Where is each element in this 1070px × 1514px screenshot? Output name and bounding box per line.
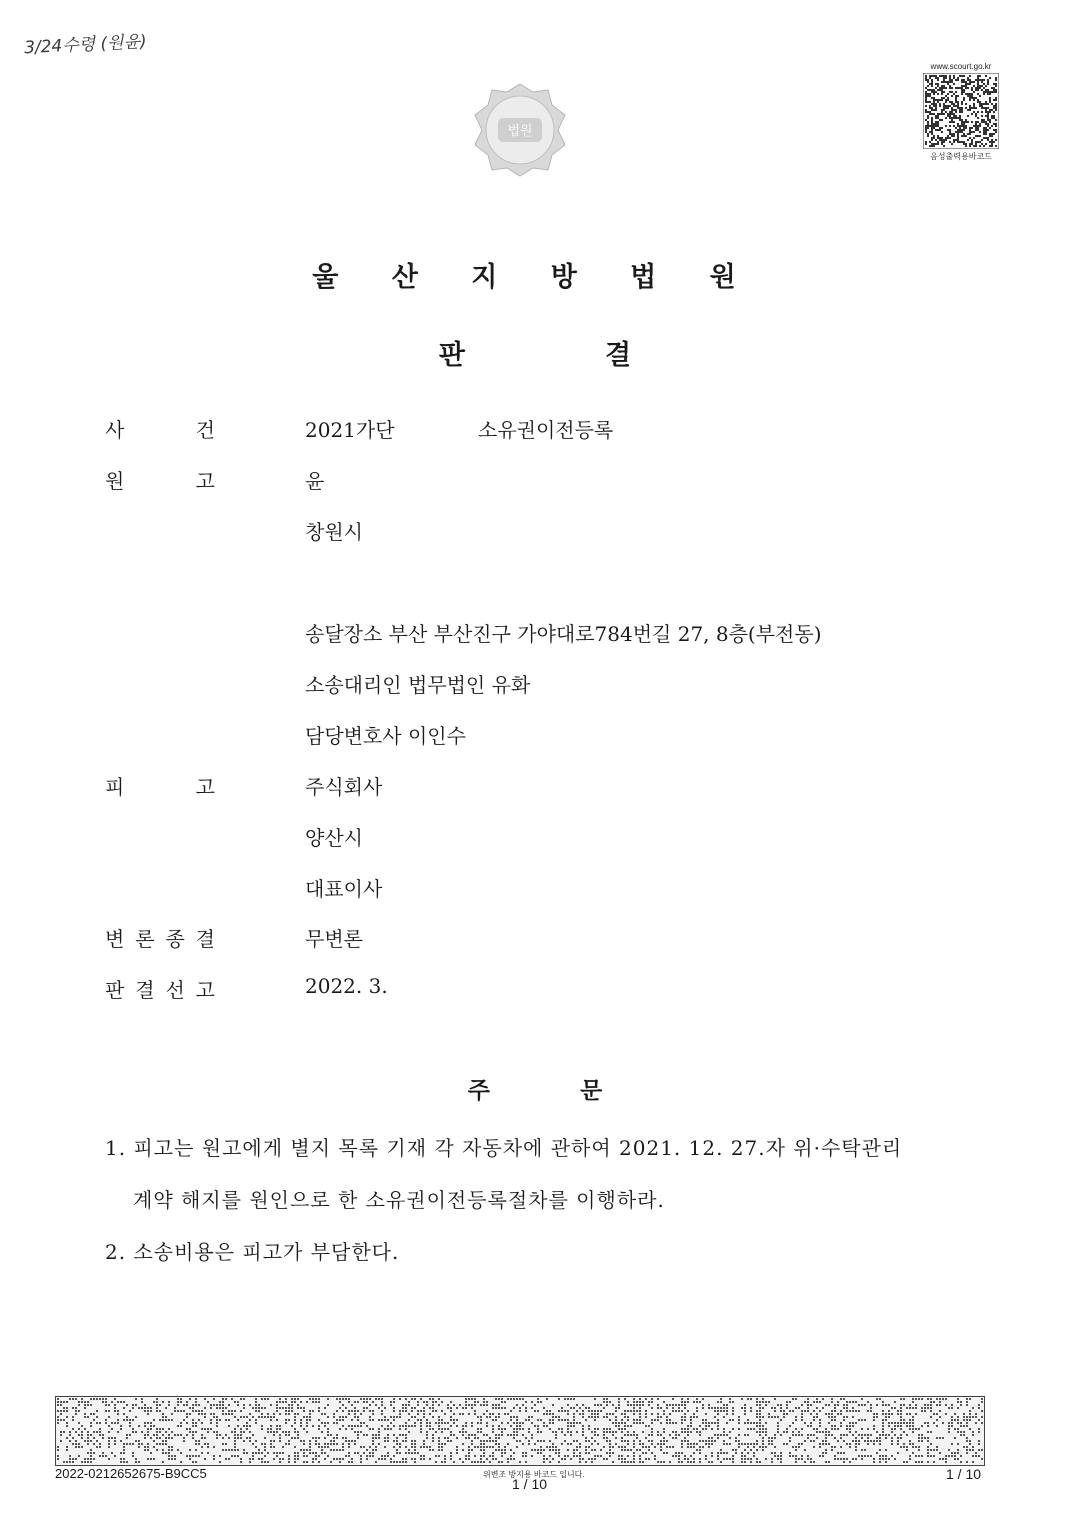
document-id: 2022-0212652675-B9CC5 bbox=[55, 1466, 207, 1481]
qr-code-block bbox=[918, 62, 1004, 162]
document-title-char: 판 bbox=[438, 340, 465, 371]
defendant-name: 주식회사 bbox=[305, 775, 383, 799]
court-seal-logo bbox=[470, 80, 570, 180]
order-section-title: 주 문 bbox=[467, 1077, 603, 1104]
case-label: 사 건 bbox=[105, 418, 215, 442]
handwritten-received-note: 3/24수령 (원윤) bbox=[23, 31, 148, 59]
judgment-date-value: 2022. 3. bbox=[305, 974, 388, 998]
delivery-address: 송달장소 부산 부산진구 가야대로784번길 27, 8층(부전동) bbox=[305, 622, 822, 646]
defendant-address: 양산시 bbox=[305, 826, 363, 850]
court-name: 울 산 지 방 법 원 bbox=[312, 262, 758, 293]
seal-text: 법원 bbox=[507, 124, 533, 139]
case-number: 2021가단 bbox=[305, 418, 395, 442]
order-item-1-continued: 계약 해지를 원인으로 한 소유권이전등록절차를 이행하라. bbox=[133, 1188, 665, 1212]
qr-caption: 음성출력용바코드 bbox=[930, 152, 992, 161]
document-title bbox=[0, 333, 1070, 372]
order-item-2: 2. 소송비용은 피고가 부담한다. bbox=[105, 1240, 400, 1264]
page-number-right: 1 / 10 bbox=[946, 1466, 982, 1482]
anti-forgery-barcode bbox=[55, 1396, 985, 1466]
judgment-date-label: 판 결 선 고 bbox=[105, 978, 215, 1002]
legal-agent: 소송대리인 법무법인 유화 bbox=[305, 673, 531, 697]
page-number-center: 1 / 10 bbox=[512, 1476, 548, 1492]
order-item-1: 1. 피고는 원고에게 별지 목록 기재 각 자동차에 관하여 2021. 12. 27.자 위·수탁관리 bbox=[105, 1136, 903, 1160]
defendant-label: 피 고 bbox=[105, 775, 215, 799]
lawyer-in-charge: 담당변호사 이인수 bbox=[305, 724, 466, 748]
case-name: 소유권이전등록 bbox=[478, 418, 614, 442]
document-title-char: 결 bbox=[605, 340, 632, 371]
barcode-notice: 위변조 방지용 바코드 입니다. bbox=[483, 1470, 585, 1479]
qr-url: www.scourt.go.kr bbox=[930, 62, 992, 71]
qr-code-icon bbox=[923, 73, 999, 149]
plaintiff-label: 원 고 bbox=[105, 469, 215, 493]
closing-value: 무변론 bbox=[305, 927, 363, 951]
plaintiff-name: 윤 bbox=[305, 469, 325, 493]
plaintiff-address: 창원시 bbox=[305, 520, 363, 544]
closing-label: 변 론 종 결 bbox=[105, 927, 215, 951]
defendant-representative: 대표이사 bbox=[305, 877, 383, 901]
